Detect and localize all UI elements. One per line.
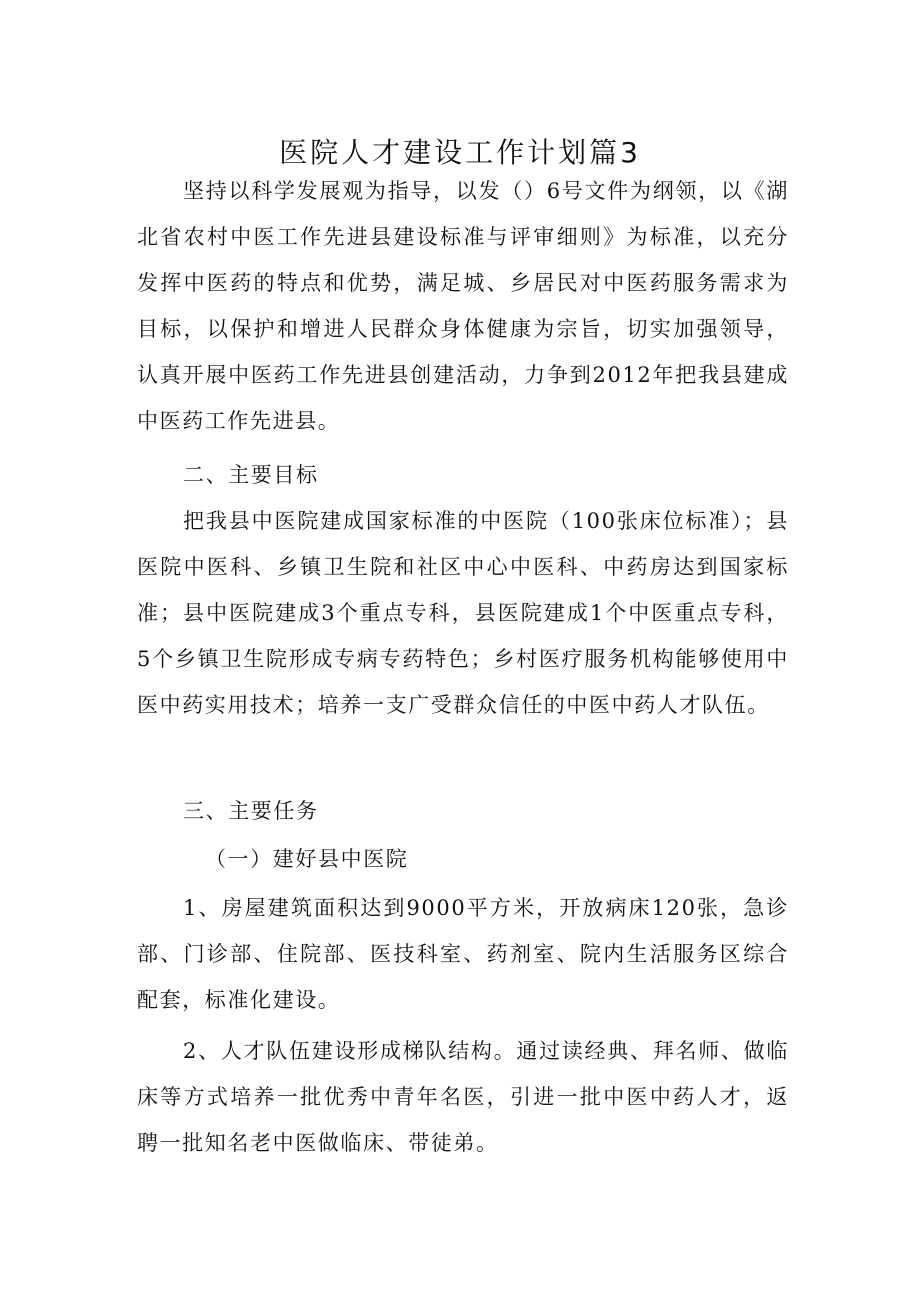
task-item-2: 2、人才队伍建设形成梯队结构。通过读经典、拜名师、做临床等方式培养一批优秀中青年名医，引进一批中医中药人才，返聘一批知名老中医做临床、带徒弟。 xyxy=(137,1039,789,1155)
section-heading-main-goals: 二、主要目标 xyxy=(183,463,319,487)
goals-paragraph: 把我县中医院建成国家标准的中医院（100张床位标准）；县医院中医科、乡镇卫生院和社区中心中医科、中药房达到国家标准；县中医院建成3个重点专科，县医院建成1个中医重点专科，5个乡镇卫生院形成专病专药特色；乡村医疗服务机构能够使用中医中药实用技术；培养一支广受群众信任的中医中药人才队伍。 xyxy=(137,509,789,717)
intro-paragraph: 坚持以科学发展观为指导，以发（）6号文件为纲领，以《湖北省农村中医工作先进县建设标准与评审细则》为标准，以充分发挥中医药的特点和优势，满足城、乡居民对中医药服务需求为目标，以保护和增进人民群众身体健康为宗旨，切实加强领导，认真开展中医药工作先进县创建活动，力争到2012年把我县建成中医药工作先进县。 xyxy=(137,179,789,433)
section-heading-main-tasks: 三、主要任务 xyxy=(183,799,319,823)
task-item-1: 1、房屋建筑面积达到9000平方米，开放病床120张，急诊部、门诊部、住院部、医技科室、药剂室、院内生活服务区综合配套，标准化建设。 xyxy=(137,896,789,1012)
document-title: 医院人才建设工作计划篇3 xyxy=(279,135,641,169)
subsection-heading-county-hospital: （一）建好县中医院 xyxy=(205,847,409,871)
